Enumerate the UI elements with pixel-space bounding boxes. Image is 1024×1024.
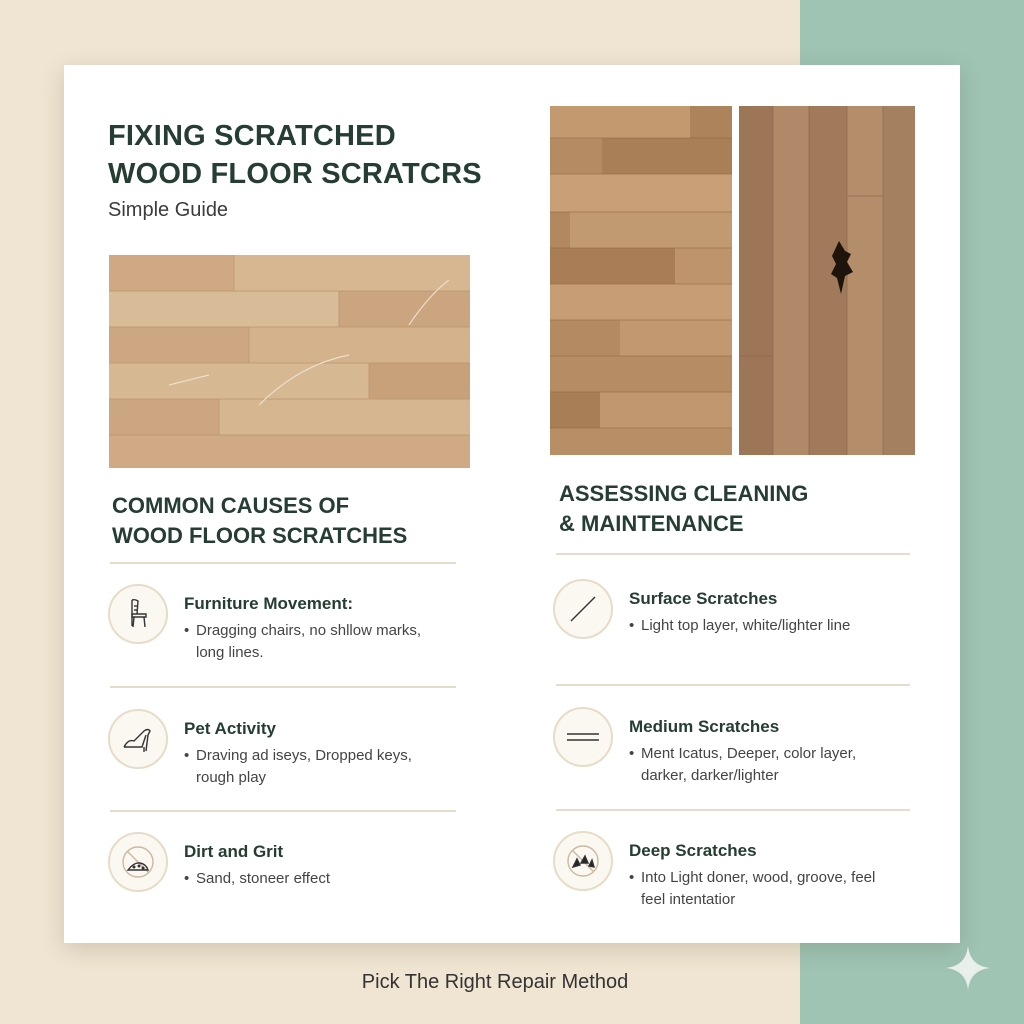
cause-description — [184, 745, 454, 789]
sparkle-icon — [944, 944, 992, 992]
bullet: • — [184, 747, 190, 764]
scratch-description — [629, 743, 899, 787]
divider — [556, 809, 910, 811]
scratch-description — [629, 867, 899, 911]
divider — [110, 562, 456, 564]
page-title — [108, 117, 508, 193]
cause-title: Pet Activity — [184, 719, 276, 738]
high-heel-icon — [108, 709, 168, 769]
causes-heading — [112, 491, 407, 551]
title-line-2: WOOD FLOOR SCRATCRS — [108, 158, 482, 190]
divider — [556, 684, 910, 686]
cause-description — [184, 620, 454, 664]
scratch-title: Medium Scratches — [629, 717, 780, 736]
bullet: • — [629, 869, 635, 886]
cause-text-line-2: rough play — [196, 769, 267, 786]
deep-gouge-photo — [739, 106, 915, 455]
bullet: • — [629, 745, 635, 762]
title-line-1: FIXING SCRATCHED — [108, 120, 396, 152]
scratch-text-line-2: feel intentatior — [641, 891, 736, 908]
causes-heading-line-2: WOOD FLOOR SCRATCHES — [112, 523, 408, 548]
cause-title: Dirt and Grit — [184, 842, 284, 861]
diagonal-line-icon — [553, 579, 613, 639]
scratch-title: Surface Scratches — [629, 589, 778, 608]
divider — [110, 810, 456, 812]
divider — [110, 686, 456, 688]
guide-card — [64, 65, 960, 943]
page-subtitle: Simple Guide — [108, 199, 229, 221]
scratch-description — [629, 615, 899, 637]
bullet: • — [184, 622, 190, 639]
wood-planks-photo — [550, 106, 732, 455]
scratch-title: Deep Scratches — [629, 841, 757, 860]
scratch-text-line-1: Ment Icatus, Deeper, color layer, — [641, 745, 857, 762]
causes-heading-line-1: COMMON CAUSES OF — [112, 493, 350, 518]
cause-text-line-1: Sand, stoneer effect — [196, 870, 330, 887]
no-gouge-icon — [553, 831, 613, 891]
divider — [556, 553, 910, 555]
no-dirt-icon — [108, 832, 168, 892]
cause-text-line-1: Draving ad iseys, Dropped keys, — [196, 747, 412, 764]
bullet: • — [184, 870, 190, 887]
cause-text-line-1: Dragging chairs, no shllow marks, — [196, 622, 422, 639]
cause-title: Furniture Movement: — [184, 594, 354, 613]
scratch-text-line-1: Into Light doner, wood, groove, feel — [641, 869, 876, 886]
cause-description — [184, 868, 454, 890]
scratch-text-line-2: darker, darker/lighter — [641, 767, 779, 784]
scratch-text-line-1: Light top layer, white/lighter line — [641, 617, 851, 634]
chair-icon — [108, 584, 168, 644]
assessing-heading-line-1: ASSESSING CLEANING — [559, 481, 809, 506]
cause-text-line-2: long lines. — [196, 644, 264, 661]
scratched-floor-photo — [109, 255, 470, 468]
assessing-heading — [559, 479, 808, 539]
footer-caption: Pick The Right Repair Method — [361, 971, 629, 993]
double-line-icon — [553, 707, 613, 767]
bullet: • — [629, 617, 635, 634]
assessing-heading-line-2: & MAINTENANCE — [559, 511, 744, 536]
